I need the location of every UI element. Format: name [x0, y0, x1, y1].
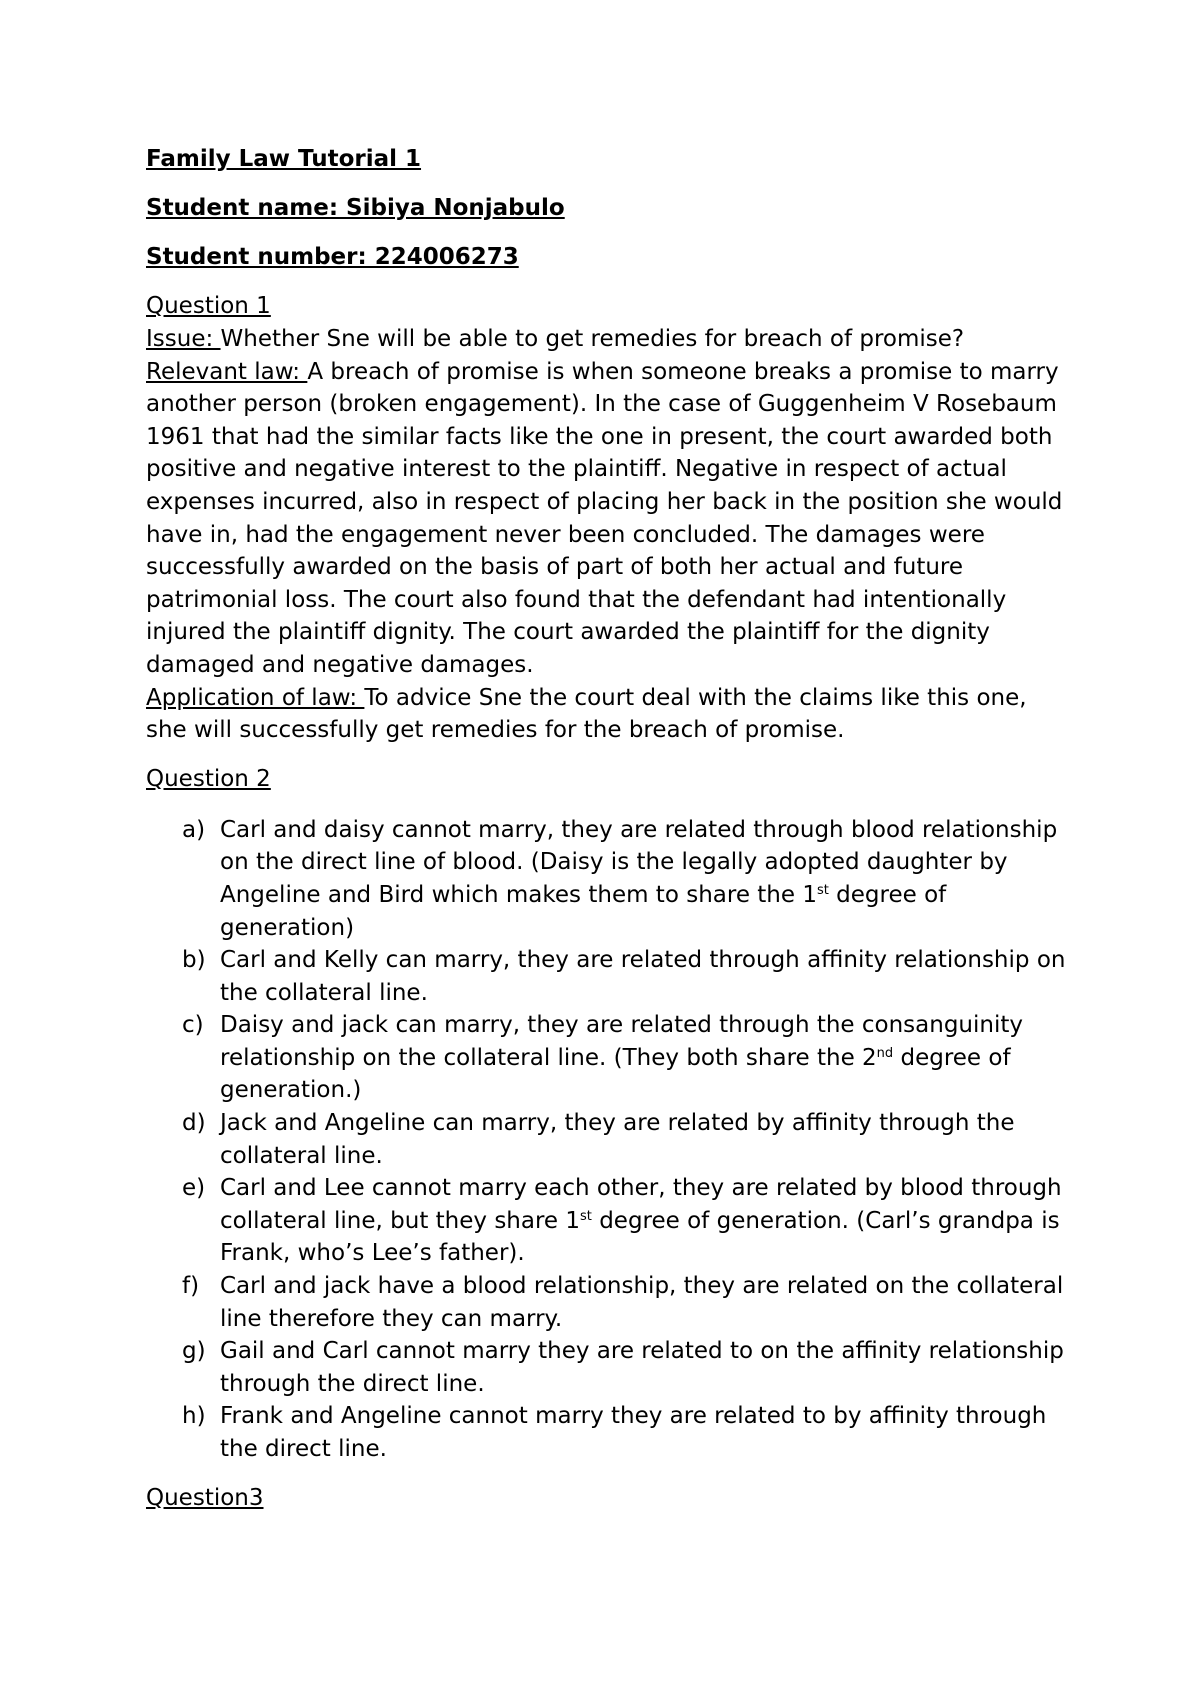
list-item-b: b) Carl and Kelly can marry, they are related through affinity relationship on the collateral line.: [146, 944, 1070, 1009]
relevant-law-label: Relevant law:: [146, 358, 308, 385]
list-marker: c): [182, 1012, 204, 1039]
student-name: Student name: Sibiya Nonjabulo: [146, 195, 565, 221]
application-label: Application of law:: [146, 684, 365, 711]
document-title: Family Law Tutorial 1: [146, 146, 422, 172]
list-item-g: g) Gail and Carl cannot marry they are related to on the affinity relationship through the direct line.: [146, 1335, 1070, 1400]
list-marker: h): [182, 1403, 206, 1430]
question-1-heading: Question 1: [146, 293, 271, 319]
application-paragraph: [146, 682, 1070, 747]
application-text: To advice Sne the court deal with the claims like this one, she will successfully get remedies for the breach of promise.: [146, 684, 1027, 744]
list-marker: f): [182, 1273, 200, 1300]
relevant-law-text: A breach of promise is when someone breaks a promise to marry another person (broken engagement). In the case of Guggenheim V Rosebaum 1961 that had the similar facts like the one in present, the court awarded both positive and negative interest to the plaintiff. Negative in respect of actual expenses incurred, also in respect of placing her back in the position she would have in, had the engagement never been concluded. The damages were successfully awarded on the basis of part of both her actual and future patrimonial loss. The court also found that the defendant had intentionally injured the plaintiff dignity. The court awarded the plaintiff for the dignity damaged and negative damages.: [146, 358, 1063, 678]
list-item-a: a) Carl and daisy cannot marry, they are related through blood relationship on the direct line of blood. (Daisy is the legally adopted daughter by Angeline and Bird which makes them to share the 1st degree of generation): [146, 814, 1070, 944]
list-item-f: f) Carl and jack have a blood relationship, they are related on the collateral line therefore they can marry.: [146, 1270, 1070, 1335]
question-3-heading: Question3: [146, 1484, 264, 1511]
issue-paragraph: [146, 323, 1070, 356]
relevant-law-paragraph: [146, 356, 1070, 682]
issue-text: Whether Sne will be able to get remedies for breach of promise?: [220, 326, 965, 352]
list-marker: a): [182, 816, 206, 843]
question-2-list: [146, 814, 1070, 1466]
list-marker: b): [182, 947, 206, 974]
student-number: Student number: 224006273: [146, 244, 519, 270]
question-2-heading: Question 2: [146, 765, 271, 792]
list-marker: d): [182, 1110, 206, 1137]
list-item-c: c) Daisy and jack can marry, they are related through the consanguinity relationship on the collateral line. (They both share the 2nd degree of generation.): [146, 1009, 1070, 1107]
issue-label: Issue:: [146, 326, 221, 352]
list-item-d: d) Jack and Angeline can marry, they are related by affinity through the collateral line.: [146, 1107, 1070, 1172]
list-item-e: e) Carl and Lee cannot marry each other, they are related by blood through collateral line, but they share 1st degree of generation. (Carl’s grandpa is Frank, who’s Lee’s father).: [146, 1172, 1070, 1270]
list-marker: e): [182, 1175, 206, 1202]
list-marker: g): [182, 1338, 206, 1365]
list-item-h: h) Frank and Angeline cannot marry they are related to by affinity through the direct line.: [146, 1400, 1070, 1465]
